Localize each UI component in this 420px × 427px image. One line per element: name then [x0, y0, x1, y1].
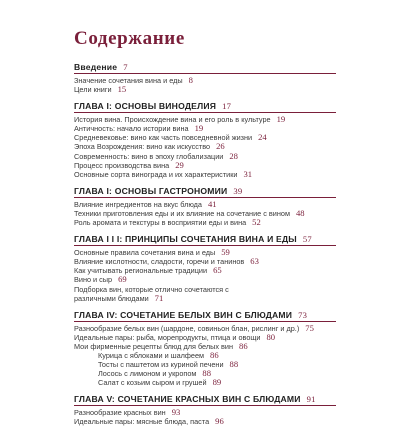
- entry-title: Курица с яблоками и шалфеем: [98, 350, 205, 360]
- chapter-divider: [74, 405, 336, 406]
- toc-section: [74, 101, 374, 179]
- entry-page-number: 48: [295, 207, 305, 218]
- toc-entry: [74, 369, 374, 378]
- entry-page-number: 31: [243, 168, 253, 179]
- chapter-title: ГЛАВА I: ОСНОВЫ ГАСТРОНОМИИ: [74, 185, 228, 196]
- entry-page-number: 65: [213, 265, 222, 276]
- toc-entry: [74, 417, 374, 426]
- entry-page-number: 89: [212, 377, 222, 388]
- entry-page-number: 24: [258, 132, 267, 143]
- entry-page-number: 75: [305, 322, 314, 333]
- toc-entry: [74, 342, 374, 351]
- entry-page-number: 41: [207, 198, 217, 209]
- section-spacer: [74, 179, 374, 186]
- section-spacer: [74, 387, 374, 394]
- chapter-page-number: 39: [233, 185, 243, 196]
- toc-section: [74, 62, 374, 94]
- chapter-page-number: 91: [306, 394, 316, 405]
- section-spacer: [74, 303, 374, 310]
- chapter-title: ГЛАВА I: ОСНОВЫ ВИНОДЕЛИЯ: [74, 101, 217, 112]
- toc-entry: [74, 200, 374, 209]
- toc-entry: [74, 115, 374, 124]
- chapter-divider: [74, 245, 336, 246]
- entry-title: Салат с козьим сыром и грушей: [98, 378, 207, 388]
- toc-entry: [74, 324, 374, 333]
- chapter-heading: [74, 62, 374, 72]
- entry-title: Разнообразие красных вин: [74, 408, 166, 418]
- chapter-title: ГЛАВА I I I: ПРИНЦИПЫ СОЧЕТАНИЯ ВИНА И ЕДЫ: [74, 234, 297, 245]
- entry-title: Влияние ингредиентов на вкус блюда: [74, 199, 202, 209]
- entry-title: Разнообразие белых вин (шардоне, совиньон блан, рислинг и др.): [74, 323, 300, 333]
- entry-title: История вина. Происхождение вина и его роль в культуре: [74, 115, 271, 125]
- entry-page-number: 71: [154, 292, 164, 303]
- toc-section: [74, 234, 374, 303]
- entry-page-number: 88: [229, 359, 239, 370]
- toc-entry: [74, 360, 374, 369]
- toc-entry: [74, 85, 374, 94]
- entry-page-number: 19: [276, 114, 286, 125]
- entry-title: Роль аромата и текстуры в восприятии еды и вина: [74, 218, 247, 228]
- entry-title: Идеальные пары: мясные блюда, паста: [74, 417, 210, 427]
- entry-page-number: 96: [215, 416, 224, 427]
- chapter-page-number: 57: [302, 234, 312, 245]
- entry-page-number: 52: [252, 217, 261, 228]
- chapter-divider: [74, 112, 336, 113]
- toc-section: [74, 394, 374, 426]
- entry-title: Средневековье: вино как часть повседневной жизни: [74, 133, 253, 143]
- chapter-divider: [74, 73, 336, 74]
- toc-entry: [74, 275, 374, 284]
- entry-page-number: 69: [118, 274, 127, 285]
- chapter-page-number: 17: [222, 101, 232, 112]
- page-title: Содержание: [74, 28, 185, 49]
- chapter-title: Введение: [74, 62, 118, 72]
- toc-section: [74, 186, 374, 227]
- chapter-heading: [74, 101, 374, 111]
- entry-title: Цели книги: [74, 85, 112, 95]
- entry-page-number: 19: [194, 123, 204, 134]
- entry-page-number: 29: [175, 159, 184, 170]
- entry-title: Влияние кислотности, сладости, горечи и танинов: [74, 257, 245, 267]
- section-spacer: [74, 227, 374, 234]
- entry-title: Тосты с паштетом из куриной печени: [98, 360, 224, 370]
- toc-entry: [74, 333, 374, 342]
- toc-entry: [74, 218, 374, 227]
- entry-page-number: 59: [221, 247, 230, 258]
- entry-title: Подборка вин, которые отлично сочетаются с различными блюдами: [74, 284, 229, 303]
- entry-title: Основные сорта винограда и их характеристики: [74, 169, 238, 179]
- chapter-title: ГЛАВА IV: СОЧЕТАНИЕ БЕЛЫХ ВИН С БЛЮДАМИ: [74, 309, 293, 320]
- table-of-contents: [74, 62, 374, 427]
- toc-entry: [74, 378, 374, 387]
- entry-page-number: 86: [239, 340, 248, 351]
- entry-title: Как учитывать региональные традиции: [74, 266, 208, 276]
- section-spacer: [74, 94, 374, 101]
- toc-section: [74, 310, 374, 388]
- chapter-page-number: 73: [298, 309, 308, 320]
- entry-title: Процесс производства вина: [74, 160, 170, 170]
- entry-title: Техники приготовления еды и их влияние на сочетание с вином: [74, 208, 290, 218]
- entry-title: Значение сочетания вина и еды: [74, 76, 183, 85]
- toc-entry: [74, 152, 374, 161]
- entry-page-number: 8: [188, 75, 193, 85]
- chapter-divider: [74, 321, 336, 322]
- entry-title: Лосось с лимоном и укропом: [98, 369, 197, 379]
- entry-title: Мои фирменные рецепты блюд для белых вин: [74, 341, 234, 351]
- toc-entry: [74, 124, 374, 133]
- entry-page-number: 28: [229, 150, 238, 161]
- entry-title: Вино и сыр: [74, 275, 113, 285]
- toc-entry: [74, 248, 374, 257]
- entry-page-number: 93: [171, 407, 181, 418]
- chapter-heading: [74, 234, 374, 244]
- toc-entry: [74, 170, 374, 179]
- toc-entry: [74, 351, 374, 360]
- chapter-divider: [74, 197, 336, 198]
- toc-entry: [74, 142, 374, 151]
- entry-title: Современность: вино в эпоху глобализации: [74, 151, 224, 161]
- toc-entry: [74, 161, 374, 170]
- entry-title: Античность: начало истории вина: [74, 124, 189, 134]
- chapter-heading: [74, 186, 374, 196]
- entry-page-number: 63: [250, 256, 259, 267]
- entry-page-number: 26: [216, 141, 225, 152]
- toc-entry: [74, 209, 374, 218]
- entry-page-number: 88: [202, 368, 212, 379]
- chapter-heading: [74, 310, 374, 320]
- entry-title: Идеальные пары: рыба, морепродукты, птица и овощи: [74, 332, 261, 342]
- chapter-page-number: 7: [123, 62, 128, 72]
- entry-page-number: 15: [117, 84, 127, 95]
- entry-title: Эпоха Возрождения: вино как искусство: [74, 142, 211, 152]
- entry-page-number: 86: [210, 349, 219, 360]
- entry-page-number: 80: [266, 331, 276, 342]
- chapter-title: ГЛАВА V: СОЧЕТАНИЕ КРАСНЫХ ВИН С БЛЮДАМИ: [74, 394, 301, 405]
- entry-title: Основные правила сочетания вина и еды: [74, 248, 216, 258]
- chapter-heading: [74, 394, 374, 404]
- toc-entry: [74, 257, 374, 266]
- toc-entry: [74, 285, 264, 303]
